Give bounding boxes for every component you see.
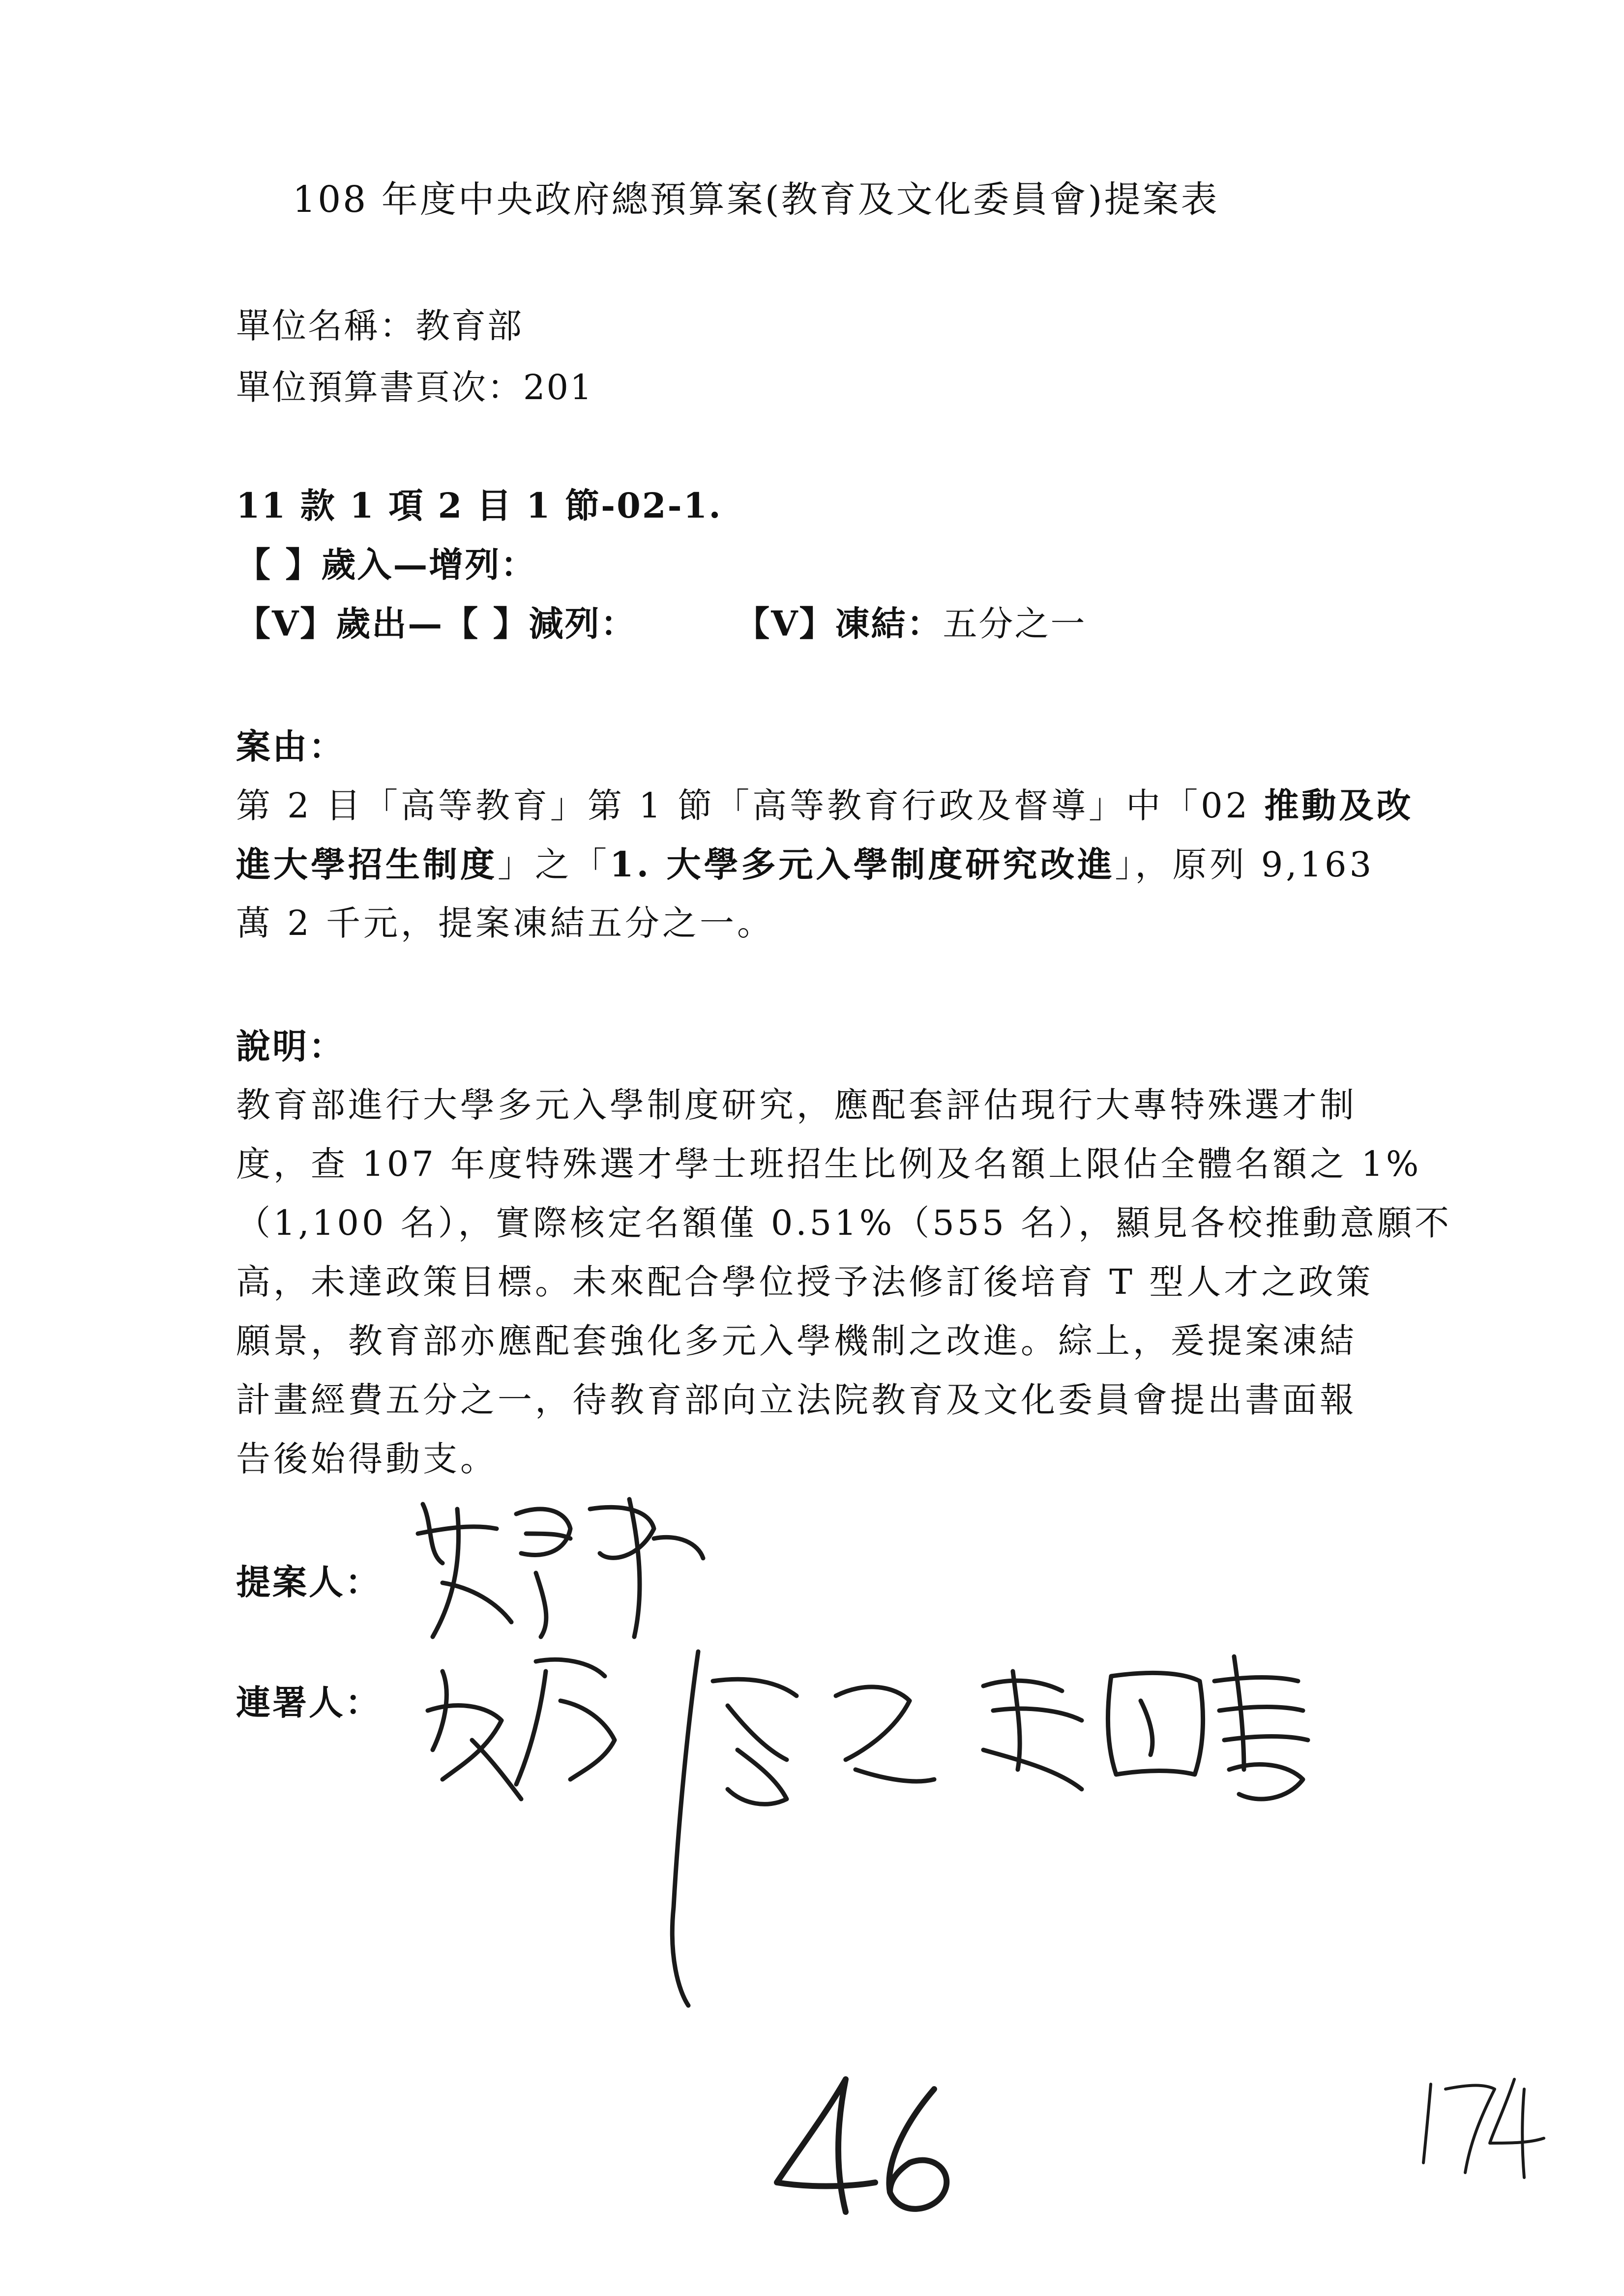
explanation-line: 告後始得動支。 (236, 1439, 498, 1479)
case-line-3: 萬 2 千元，提案凍結五分之一。 (236, 903, 775, 943)
explanation-line: 高，未達政策目標。未來配合學位授予法修訂後培育 T 型人才之政策 (236, 1262, 1374, 1302)
case-line-2-text-a: 」之「 (498, 844, 610, 885)
case-line-1-text: 第 2 目「高等教育」第 1 節「高等教育行政及督導」中「02 (236, 785, 1265, 826)
case-line-1 (236, 784, 1414, 828)
cosigner-signature-1 (428, 1652, 934, 2005)
expense-reduce-checkbox-text: 【V】歲出—【 】減列： (236, 603, 637, 644)
page-number-handwritten (777, 2079, 946, 2212)
unit-name: 單位名稱：教育部 (236, 306, 523, 346)
explanation-label: 說明： (236, 1026, 345, 1067)
explanation-line: （1,100 名），實際核定名額僅 0.51%（555 名），顯見各校推動意願不 (236, 1203, 1452, 1243)
case-line-2-text-b: 」，原列 9,163 (1115, 844, 1375, 885)
item-code: 11 款 1 項 2 目 1 節-02-1. (236, 485, 722, 526)
explanation-line: 度，查 107 年度特殊選才學士班招生比例及名額上限佔全體名額之 1% (236, 1144, 1422, 1184)
cosigner-label: 連署人： (236, 1682, 382, 1723)
revenue-line: 【 】歲入—增列： (236, 544, 537, 585)
expense-line (236, 602, 1087, 646)
archive-number-handwritten (1423, 2079, 1544, 2178)
case-line-2 (236, 843, 1374, 887)
case-label: 案由： (236, 726, 345, 767)
proposer-label: 提案人： (236, 1562, 382, 1602)
case-line-2-bold-a: 進大學招生制度 (236, 844, 498, 885)
explanation-line: 教育部進行大學多元入學制度研究，應配套評估現行大專特殊選才制 (236, 1085, 1357, 1125)
freeze-value: 五分之一 (943, 604, 1087, 644)
cosigner-signature-2 (983, 1657, 1308, 1799)
explanation-line: 計畫經費五分之一，待教育部向立法院教育及文化委員會提出書面報 (236, 1380, 1357, 1420)
document-title: 108 年度中央政府總預算案(教育及文化委員會)提案表 (293, 178, 1219, 221)
unit-budget-page: 單位預算書頁次：201 (236, 367, 593, 407)
proposer-signature (418, 1499, 703, 1637)
explanation-line: 願景，教育部亦應配套強化多元入學機制之改進。綜上，爰提案凍結 (236, 1321, 1357, 1361)
freeze-checkbox-text: 【V】凍結： (735, 603, 943, 644)
case-line-1-bold: 推動及改 (1264, 785, 1414, 826)
case-line-2-bold-b: 1. 大學多元入學制度研究改進 (610, 844, 1115, 885)
